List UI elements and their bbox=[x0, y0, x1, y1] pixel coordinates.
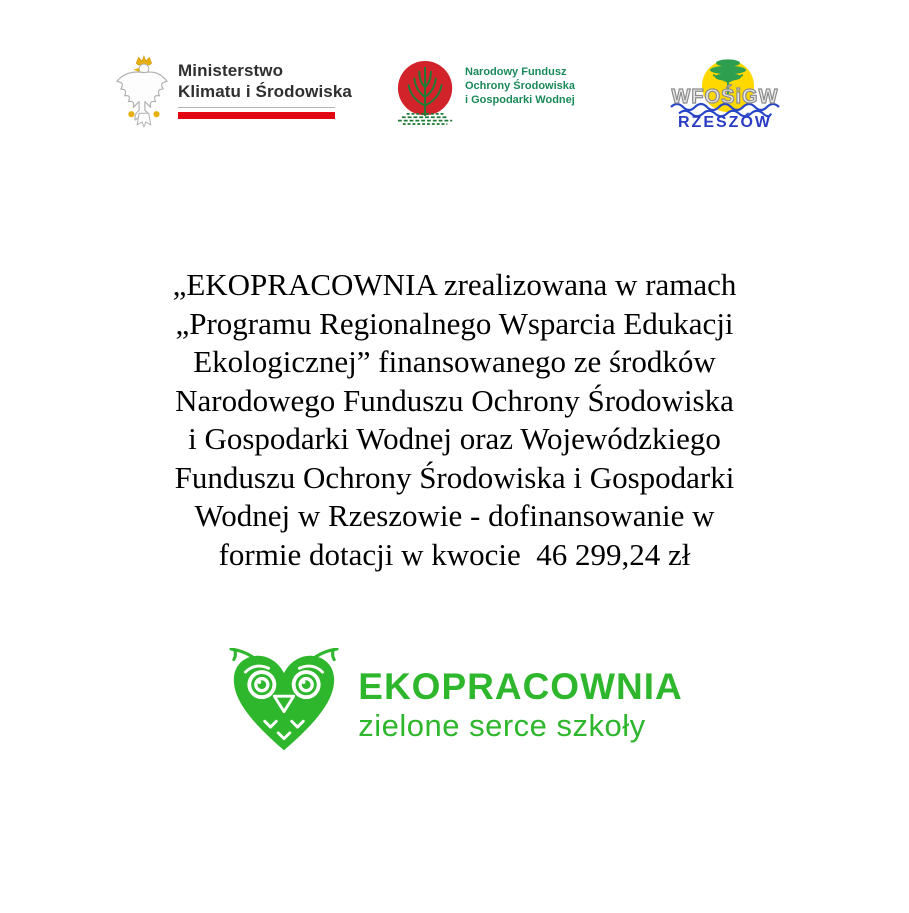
statement-line-4: Narodowego Funduszu Ochrony Środowiska bbox=[175, 382, 734, 418]
poland-flag-underline bbox=[178, 107, 335, 119]
owl-heart-icon bbox=[226, 648, 342, 761]
brand-tagline: zielone serce szkoły bbox=[358, 707, 646, 743]
nfosigw-name-line1: Narodowy Fundusz bbox=[465, 66, 567, 78]
nfosigw-tree-icon bbox=[396, 58, 458, 133]
ministry-name-line2: Klimatu i Środowiska bbox=[178, 82, 352, 101]
statement-line-5: i Gospodarki Wodnej oraz Wojewódzkiego bbox=[188, 421, 721, 456]
statement-line-6: Funduszu Ochrony Środowiska i Gospodarki bbox=[174, 459, 735, 495]
logo-ministry-klimatu bbox=[114, 54, 352, 135]
polish-eagle-icon bbox=[114, 54, 170, 135]
ministry-name-line1: Ministerstwo bbox=[178, 61, 284, 80]
statement-line-2: „Programu Regionalnego Wsparcia Edukacji bbox=[175, 305, 734, 341]
logo-nfosigw bbox=[396, 58, 575, 133]
wfosigw-city: RZESZÓW bbox=[678, 114, 772, 131]
funding-statement bbox=[0, 266, 909, 574]
statement-line-7: Wodnej w Rzeszowie - dofinansowanie w bbox=[194, 498, 715, 533]
statement-line-8: formie dotacji w kwocie 46 299,24 zł bbox=[218, 536, 691, 572]
wfosigw-acronym: WFOŚiGW bbox=[671, 86, 779, 108]
statement-line-3: Ekologicznej” finansowanego ze środków bbox=[193, 344, 716, 379]
nfosigw-name-line3: i Gospodarki Wodnej bbox=[465, 94, 575, 106]
brand-name: EKOPRACOWNIA bbox=[358, 665, 683, 707]
logo-wfosigw-rzeszow bbox=[655, 50, 795, 135]
nfosigw-name-line2: Ochrony Środowiska bbox=[465, 80, 576, 92]
statement-line-1: „EKOPRACOWNIA zrealizowana w ramach bbox=[172, 267, 737, 302]
logo-ekopracownia bbox=[0, 648, 909, 761]
flag-red-stripe bbox=[178, 112, 335, 119]
